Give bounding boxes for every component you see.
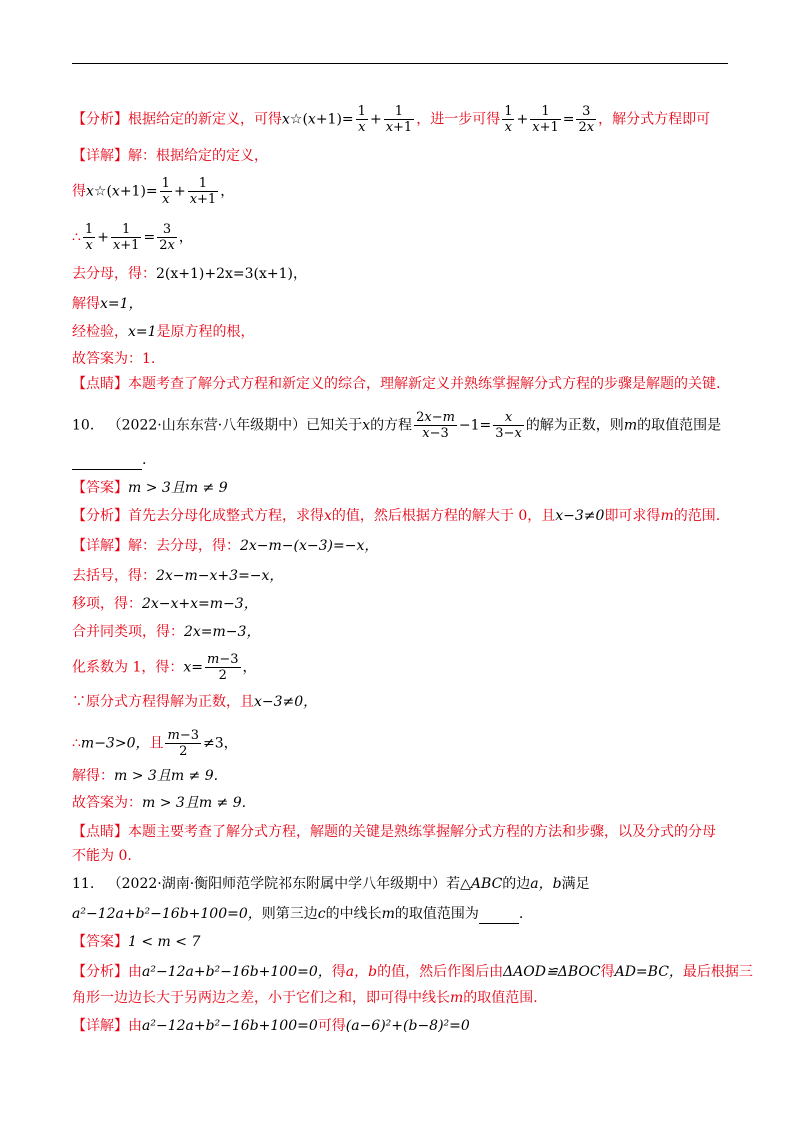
- answer-tag: 【答案】: [72, 480, 128, 496]
- question-text: 的边: [502, 876, 531, 892]
- step-text: 得: [72, 183, 86, 200]
- detail-tag: 【详解】: [72, 1018, 128, 1034]
- step-equation: 2x−x+x=m−3，: [142, 596, 258, 612]
- detail-text: 由: [128, 1018, 142, 1034]
- step-text: 化系数为 1，得：: [72, 659, 184, 676]
- step-line-5: [72, 322, 255, 342]
- answer-blank-line: [72, 450, 146, 470]
- step-text-2: 且: [149, 735, 164, 752]
- period: .: [142, 452, 147, 468]
- analysis-tag: 【分析】: [72, 508, 128, 524]
- question-text-4: 的中线长: [325, 906, 382, 922]
- question-11-line-2: [72, 904, 523, 924]
- step-text: 合并同类项，得：: [72, 624, 184, 640]
- analysis-text-4: 的范围.: [673, 508, 721, 524]
- congruence: ΔAOD≌ΔBOC: [503, 964, 601, 980]
- step-q10-3: [72, 622, 260, 642]
- detail-tag: 【详解】: [72, 148, 128, 164]
- analysis-text-7: 的取值范围.: [463, 990, 538, 1006]
- step-q10-6: ∴m−3>0，且 $\frac{m-3}{2}$ ≠3，: [72, 728, 238, 759]
- question-text-2: 满足: [561, 876, 590, 892]
- comment-text: 本题考查了解分式方程和新定义的综合，理解新定义并熟练掌握解分式方程的步骤是解题的关键.: [128, 376, 721, 392]
- analysis-text-3: 即可求得: [604, 508, 661, 524]
- step-q10-8: [72, 793, 246, 813]
- detail-text-2: 可得: [317, 1018, 346, 1034]
- analysis-text-4: 得: [600, 964, 615, 980]
- analysis-text-3: 的值，然后作图后由: [377, 964, 504, 980]
- question-11: [72, 874, 590, 894]
- analysis-equation: a²−12a+b²−16b+100=0，: [142, 964, 332, 980]
- analysis-line-q10: [72, 506, 720, 526]
- detail-equation-2: (a−6)²+(b−8)²=0: [345, 1018, 470, 1034]
- answer-blank[interactable]: [479, 909, 519, 924]
- var-x: x: [324, 508, 332, 524]
- var-m: m: [660, 508, 674, 524]
- step-q10-4: 化系数为 1，得：x= $\frac{m-3}{2}$ ，: [72, 652, 257, 683]
- answer-blank[interactable]: [72, 455, 142, 470]
- step-q10-5: [72, 692, 317, 712]
- step-q10-2: [72, 594, 258, 614]
- step-text: 解得: [72, 296, 100, 312]
- analysis-line-q9: 【分析】根据给定的新定义，可得x☆(x+1)= $\frac{1}{x}$ + $\frac{1}{x+1}$ ，进一步可得 $\frac{1}{x}$ + $\frac{1}{x+1}$ = $\frac{3}{2x}$ ，解分式方程即可: [72, 104, 711, 135]
- answer-line-q9: 故答案为：1.: [72, 351, 156, 367]
- detail-line-q11: [72, 1016, 470, 1036]
- step-line-3: [72, 264, 307, 284]
- comment-line-q10-2: 不能为 0.: [72, 848, 132, 864]
- analysis-text-5: 最后根据三: [682, 964, 753, 980]
- question-number: 11.: [72, 876, 95, 892]
- analysis-text-2: 的值，然后根据方程的解大于 0，且: [331, 508, 556, 524]
- therefore-symbol: ∴: [72, 229, 81, 246]
- step-text: 去分母，得：: [72, 266, 156, 282]
- step-equation: m−3>0，: [80, 735, 150, 752]
- answer-line-q10: [72, 478, 228, 498]
- step-q10-1: [72, 566, 283, 586]
- step-line-2: ∴ $\frac{1}{x}$ + $\frac{1}{x+1}$ = $\frac{3}{2x}$ ，: [72, 222, 193, 253]
- question-source: （2022·湖南·衡阳师范学院祁东附属中学八年级期中）若: [107, 876, 461, 892]
- detail-text: 解：根据给定的定义，: [128, 148, 268, 164]
- step-equation: x=: [183, 659, 203, 676]
- detail-text: 解：去分母，得：: [128, 538, 240, 554]
- question-text-5: 的取值范围为: [394, 906, 479, 922]
- var-ab: a，b: [530, 876, 562, 892]
- comment-line-q9: [72, 374, 720, 394]
- question-text-2: 的解为正数，则: [525, 417, 624, 434]
- var-m: m: [450, 990, 464, 1006]
- period: .: [518, 906, 524, 922]
- triangle-label: △ABC: [460, 876, 503, 892]
- comment-tag: 【点睛】: [72, 376, 128, 392]
- analysis-text: 由: [128, 964, 142, 980]
- analysis-text: 首先去分母化成整式方程，求得: [128, 508, 324, 524]
- question-source: （2022·山东东营·八年级期中）已知关于: [107, 417, 363, 434]
- step-text: 移项，得：: [72, 596, 142, 612]
- comment-text: 本题主要考查了解分式方程，解题的关键是熟练掌握解分式方程的方法和步骤，以及分式的分母: [128, 824, 716, 840]
- analysis-text-2: ，进一步可得: [416, 111, 501, 128]
- question-number: 10.: [72, 417, 95, 434]
- step-equation: 2(x+1)+2x=3(x+1)，: [156, 266, 307, 282]
- step-text: 经检验，: [72, 324, 128, 340]
- header-rule: [72, 63, 728, 64]
- answer-text: m > 3且m ≠ 9: [128, 480, 228, 496]
- question-text-3: 的取值范围是: [637, 417, 722, 434]
- question-text: 的方程: [370, 417, 413, 434]
- var-c: c: [317, 906, 326, 922]
- step-equation: x=1，: [100, 296, 143, 312]
- therefore-symbol: ∴: [72, 735, 81, 752]
- answer-text: 1 < m < 7: [128, 934, 201, 950]
- detail-line-q10: [72, 536, 378, 556]
- analysis-text-2: 得: [331, 964, 346, 980]
- var-m: m: [381, 906, 395, 922]
- question-10: 10. （2022·山东东营·八年级期中）已知关于x的方程 $\frac{2x-m}{x-3}$ −1= $\frac{x}{3-x}$ 的解为正数，则m的取值范围是: [72, 410, 722, 441]
- step-equation: 2x=m−3，: [184, 624, 261, 640]
- step-equation: x=1: [128, 324, 157, 340]
- analysis-text-3: ，解分式方程即可: [598, 111, 711, 128]
- analysis-line-q11: [72, 962, 753, 982]
- analysis-equation: x−3≠0: [555, 508, 605, 524]
- var-x: x: [362, 417, 371, 434]
- analysis-line-q11-2: [72, 988, 538, 1008]
- step-text: ∵原分式方程得解为正数，且: [72, 694, 254, 710]
- detail-equation: a²−12a+b²−16b+100=0: [142, 1018, 318, 1034]
- answer-tag: 【答案】: [72, 934, 128, 950]
- question-text-3: 则第三边: [261, 906, 318, 922]
- analysis-text: 根据给定的新定义，可得: [128, 111, 282, 128]
- step-text: 故答案为：: [72, 795, 142, 811]
- step-equation: 2x−m−x+3=−x，: [156, 568, 284, 584]
- analysis-text-6: 角形一边边长大于另两边之差，小于它们之和，即可得中线长: [72, 990, 450, 1006]
- detail-tag: 【详解】: [72, 538, 128, 554]
- step-text: 解得：: [72, 768, 114, 784]
- step-equation: m > 3且m ≠ 9.: [142, 795, 247, 811]
- var-m: m: [623, 417, 638, 434]
- step-equation: x−3≠0，: [254, 694, 318, 710]
- step-line-4: [72, 294, 143, 314]
- analysis-equation-2: AD=BC，: [614, 964, 683, 980]
- question-equation: a²−12a+b²−16b+100=0，: [72, 906, 262, 922]
- comment-tag: 【点睛】: [72, 824, 128, 840]
- step-q10-7: [72, 766, 218, 786]
- step-equation: m > 3且m ≠ 9.: [114, 768, 219, 784]
- analysis-tag: 【分析】: [72, 964, 128, 980]
- comment-line-q10: [72, 822, 716, 842]
- answer-line-q11: [72, 932, 200, 952]
- step-text-2: 是原方程的根，: [156, 324, 255, 340]
- detail-equation: 2x−m−(x−3)=−x，: [240, 538, 379, 554]
- var-ab: a，b: [345, 964, 378, 980]
- step-text: 去括号，得：: [72, 568, 156, 584]
- detail-line-q9: [72, 146, 268, 166]
- analysis-tag: 【分析】: [72, 111, 128, 128]
- step-line-1: 得x☆(x+1)= $\frac{1}{x}$ + $\frac{1}{x+1}$ ，: [72, 176, 235, 207]
